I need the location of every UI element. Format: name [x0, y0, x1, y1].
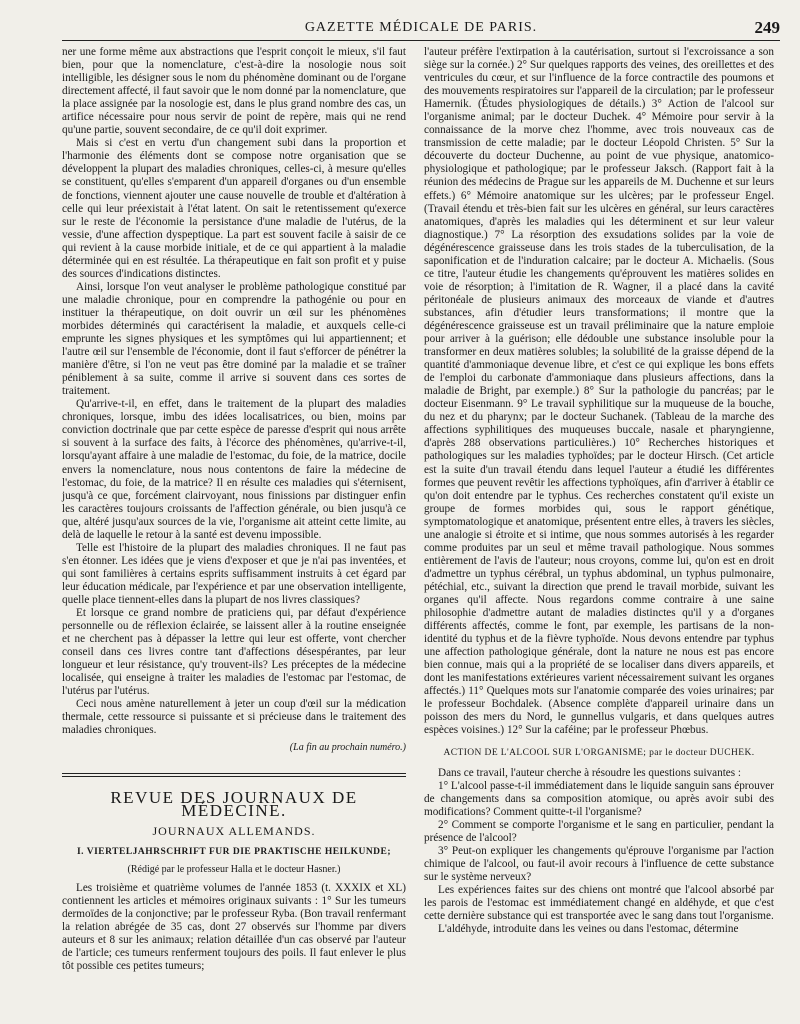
left-column [62, 46, 406, 973]
paragraph: Dans ce travail, l'auteur cherche à résoudre les questions suivantes : [438, 766, 742, 779]
continued-note: (La fin au prochain numéro.) [289, 742, 406, 754]
editors-note: (Rédigé par le professeur Halla et le docteur Hasner.) [127, 863, 341, 875]
paragraph: Et lorsque ce grand nombre de praticiens qui, par défaut d'expérience personnelle ou de réflexion éclairée, se laissent aller à la routine enseignée et ne cherchent pas à dépasser la lettre qui leur est offerte, vont chercher conseil dans ces livres contre tant d'affections désespérantes, par leur longueur et leur résistance, qu'y trouvent-ils? Les préceptes de la médecine localisée, qui enseigne à traiter les maladies de l'estomac par l'estomac, de l'utérus par l'utérus. [62, 607, 406, 698]
paragraph: Ainsi, lorsque l'on veut analyser le problème pathologique constitué par une maladie chronique, pour en comprendre la pathogénie ou pour en instituer la thérapeutique, on doit ouvrir un œil sur les phénomènes morbides déterminés qui caractérisent la maladie, et auxquels celle-ci emprunte les signes physiques et les symptômes qui lui appartiennent; et l'autre œil sur l'ensemble de l'économie, dont il faut s'efforcer de pénétrer la manière d'être, si l'on ne veut pas être dominé par la maladie et se traîner péniblement à sa suite, comme il arrive si souvent dans ces sortes de traitement. [62, 280, 406, 398]
list-item: 3° Peut-on expliquer les changements qu'éprouve l'organisme par l'action chimique de l'alcool, ou faut-il avoir recours à l'influence de cette substance sur le système nerveux? [424, 844, 774, 883]
page-number: 249 [754, 18, 780, 37]
section-title: REVUE DES JOURNAUX DE MÉDECINE. [110, 787, 358, 820]
paragraph: Ceci nous amène naturellement à jeter un coup d'œil sur la médication thermale, cette ressource si puissante et si précieuse dans le traitement des maladies chroniques. [62, 698, 406, 737]
journal-heading: I. VIERTELJAHRSCHRIFT FUR DIE PRAKTISCHE HEILKUNDE; [76, 846, 392, 857]
question-list [424, 780, 774, 884]
paragraph: ner une forme même aux abstractions que l'esprit conçoit le mieux, s'il faut bien, pour que la nomenclature, c'est-à-dire la nosologie nous soit intelligible, les désigner sous le nom du phénomène dominant ou de l'organe directement affecté, il faut savoir que le nom donné par la nomenclature, que la place assignée par la nosologie est, dans le plus grand nombre des cas, un artifice nécessaire pour nous servir de point de repère, mais qui ne rend qu'une partie, souvent secondaire, de ce qu'il doit exprimer. [62, 46, 406, 137]
header-rule [62, 40, 780, 41]
paragraph: Mais si c'est en vertu d'un changement subi dans la proportion et l'harmonie des éléments dont se compose notre organisation que se développent la plupart des maladies chroniques, celles-ci, à mesure qu'elles se constituent, qu'elles s'emparent d'un appareil d'organes ou d'un ensemble de fonctions, viennent ajouter une cause nouvelle de trouble et d'altération à celle qui leur préexistait à l'état latent. On sait le retentissement qu'exerce sur le reste de l'économie la persistance d'une maladie de l'utérus, de la vessie, d'une affection dyspeptique. La part est souvent facile à saisir de ce qui revient à la cause morbide initiale, et de ce qui appartient à la maladie déterminée qui en est résultée. La thérapeutique en fait son profit et y puise des sources d'indications distinctes. [62, 137, 406, 280]
list-item: 2° Comment se comporte l'organisme et le sang en particulier, pendant la présence de l'alcool? [424, 818, 774, 844]
paragraph: l'auteur préfère l'extirpation à la cautérisation, surtout si l'excroissance a son siège sur la cornée.) 2° Sur quelques rapports des veines, des oreillettes et des ventricules du cœur, et sur l'influence de la force contractile des poumons et des mouvements respiratoires sur l'appareil de la circulation; par le professeur Hamernik. (Études physiologiques de détails.) 3° Action de l'alcool sur l'organisme animal; par le docteur Duchek. 4° Mémoire pour servir à la connaissance de la morve chez l'homme, avec trois nouveaux cas de transmission de cette maladie; par le docteur Léopold Christen. 5° Sur la découverte du docteur Duchenne, au point de vue physique, anatomico-physiologique et pathologique; par le professeur Jaksch. (Rapport fait à la réunion des médecins de Prague sur les appareils de M. Duchenne et sur leurs effets.) 6° Mémoire anatomique sur les ulcères; par le professeur Engel. (Travail étendu et très-bien fait sur les ulcères en général, sur leurs caractères anatomiques, d'après les maladies qui les déterminent et sur leur valeur diagnostique.) 7° La résorption des exsudations solides par la voie de dégénérescence graisseuse dans les trois stades de la tuberculisation, de la saponification et de l'induration calcaire; par le docteur A. Michaelis. (Sous ce titre, l'auteur étudie les changements qu'éprouvent les matières solides en voie de résorption; à l'imitation de R. Wagner, il a placé dans la cavité péritonéale de plusieurs animaux des morceaux de viande et d'autres substances, afin d'étudier leurs transformations; il montre que la dégénérescence graisseuse est un travail préliminaire que la nature emploie pour arriver à la guérison; elle dédouble une substance insoluble pour la transformer en deux matières solubles; la solubilité de la graisse dépend de la quantité d'ammoniaque devenue libre, et c'est ce qui explique les bons effets de l'emploi du carbonate d'ammoniaque dans plusieurs affections, dans la maladie de Bright, par exemple.) 8° Sur la pathologie du pancréas; par le docteur Eisenmann. 9° Le travail syphilitique sur la muqueuse de la bouche, du nez et du pharynx; par le docteur Suchanek. (Tableau de la marche des affections syphilitiques des muqueuses buccale, nasale et pharyngienne, d'après 288 observations particulières.) 10° Recherches historiques et pathologiques sur les maladies typhoïdes; par le docteur Hirsch. (Cet article est la suite d'un travail étendu dans lequel l'auteur a étudié les différentes formes que peuvent revêtir les affections typhoïques, afin d'arriver à établir ce qu'on doit entendre par le typhus. Ces recherches constatent qu'il existe un groupe de formes morbides qui, sous le rapport génétique, symptomatologique et anatomique, présentent entre elles, à travers les siècles, une analogie si étroite et si intime, que nous sommes autorisés à les regarder comme produites par un seul et même travail pathologique. Nous sommes entièrement de l'avis de l'auteur; nous croyons, comme lui, qu'on est en droit d'admettre un typhus cérébral, un typhus abdominal, un typhus pulmonaire, pétéchial, etc., suivant la direction que prend le travail morbide, suivant les organes qu'il affecte. Nous regardons comme contraire à une saine philosophie d'admettre autant de maladies distinctes qu'il y a d'organes différents affectés, comme le font, par exemple, les partisans de la non-identité du typhus et de la fièvre typhoïde. Nous devons entendre par typhus une affection pathologique générale, dont la nature ne nous est pas encore bien connue, mais qui a la propriété de se localiser dans divers appareils, et dont les manifestations extérieures varient nécessairement suivant les organes affectés.) 11° Quelques mots sur l'anatomie comparée des voies urinaires; par le professeur Bochdalek. (Absence complète d'appareil urinaire dans un poisson des mers du Nord, le gunnellus vulgaris, et dans quelques autres espèces voisines.) 12° Sur la caféine; par le professeur Phœbus. [424, 46, 774, 737]
section-divider [62, 773, 406, 774]
subsection-title: JOURNAUX ALLEMANDS. [152, 823, 316, 838]
paragraph: Qu'arrive-t-il, en effet, dans le traitement de la plupart des maladies chroniques, lorsque, imbu des idées localisatrices, ou bien, moins par conviction doctrinale que par cette espèce de paresse d'esprit qui nous arrête si souvent à la surface des faits, à l'écorce des phénomènes, qu'arrive-t-il, lorsqu'ayant affaire à une maladie de l'estomac, du foie, de la matrice, docile envers la nomenclature, nous nous contentons de faire la médecine de l'estomac, du foie, de la matrice? Il en résulte ces maladies qui s'éternisent, jusqu'à ce que, forcément clairvoyant, nous finissions par distinguer enfin les caractères toujours croissants de l'affection générale, ou bien jusqu'à ce que, altéré jusqu'aux sources de la vie, l'organisme ait atteint cette limite, au delà de laquelle le retour à la santé est devenu impossible. [62, 398, 406, 541]
right-column [424, 46, 774, 936]
paragraph: Les expériences faites sur des chiens ont montré que l'alcool absorbé par les parois de l'estomac est immédiatement changé en aldéhyde, et que c'est cette dernière substance qui est transportée avec le sang dans tout l'organisme. [424, 883, 774, 923]
page-header [62, 18, 780, 40]
section-divider-thin [62, 776, 406, 777]
article-heading: ACTION DE L'ALCOOL SUR L'ORGANISME; par le docteur DUCHEK. [443, 748, 755, 759]
paragraph: L'aldéhyde, introduite dans les veines ou dans l'estomac, détermine [438, 923, 739, 936]
journal-title: GAZETTE MÉDICALE DE PARIS. [304, 20, 538, 35]
paragraph: Telle est l'histoire de la plupart des maladies chroniques. Il ne faut pas s'en étonner. Les idées que je viens d'exposer et que je n'ai pas inventées, et qui sont familières à certains esprits suffisamment instruits à cet égard par leur éducation médicale, par l'expérience et par une observation intelligente, quelle place tiennent-elles dans la plupart de nos livres classiques? [62, 541, 406, 606]
list-item: 1° L'alcool passe-t-il immédiatement dans le liquide sanguin sans éprouver de changements dans sa composition atomique, ou après avoir subi des modifications? Comment quitte-t-il l'organisme? [424, 779, 774, 818]
paragraph: Les troisième et quatrième volumes de l'année 1853 (t. XXXIX et XL) contiennent les articles et mémoires originaux suivants : 1° Sur les tumeurs dermoïdes de la conjonctive; par le professeur Ryba. (Bon travail renfermant la relation abrégée de 35 cas, dont 27 observés sur l'homme par divers auteurs et 8 sur les animaux; relation détaillée d'un cas observé par l'auteur de l'article; ces tumeurs renferment toujours des poils. Il faut enlever le plus tôt possible ces petites tumeurs; [62, 881, 406, 973]
